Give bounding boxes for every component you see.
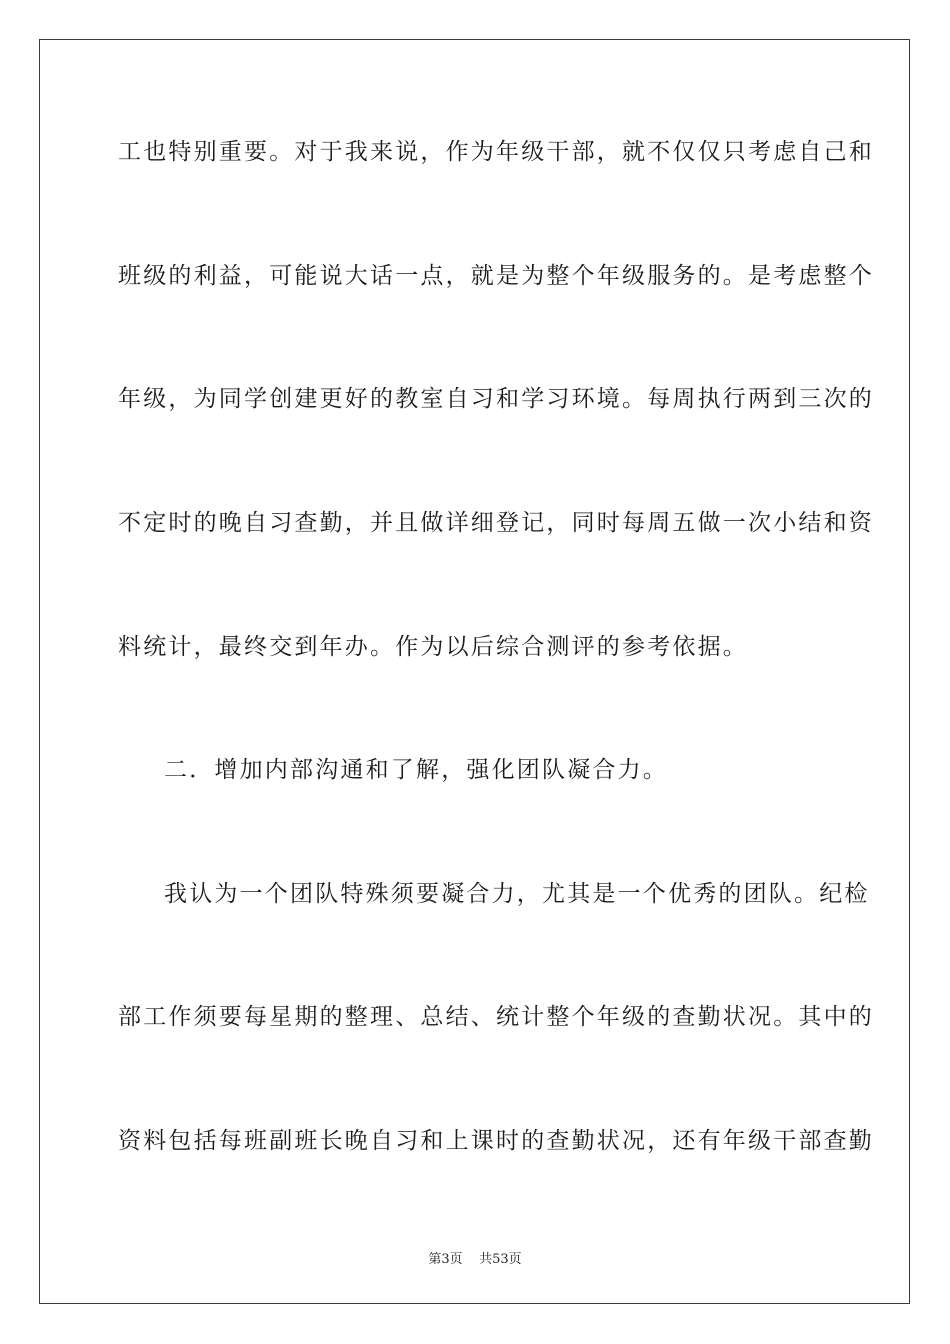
paragraph-line-2: 班级的利益，可能说大话一点，就是为整个年级服务的。是考虑整个 <box>118 263 874 289</box>
total-pages: 共53页 <box>479 1252 522 1267</box>
paragraph-line-1: 工也特别重要。对于我来说，作为年级干部，就不仅仅只考虑自己和 <box>118 139 874 165</box>
paragraph-line-4: 不定时的晚自习查勤，并且做详细登记，同时每周五做一次小结和资 <box>118 510 874 536</box>
paragraph-line-7: 部工作须要每星期的整理、总结、统计整个年级的查勤状况。其中的 <box>118 1004 874 1030</box>
paragraph-line-5: 料统计，最终交到年办。作为以后综合测评的参考依据。 <box>118 634 748 660</box>
section-heading: 二．增加内部沟通和了解，强化团队凝合力。 <box>164 757 668 783</box>
page-footer <box>0 1248 950 1267</box>
paragraph-line-8: 资料包括每班副班长晚自习和上课时的查勤状况，还有年级干部查勤 <box>118 1128 874 1154</box>
paragraph-line-3: 年级，为同学创建更好的教室自习和学习环境。每周执行两到三次的 <box>118 386 874 412</box>
paragraph-line-6: 我认为一个团队特殊须要凝合力，尤其是一个优秀的团队。纪检 <box>164 881 870 907</box>
page-number: 第3页 <box>428 1252 463 1267</box>
page-border <box>39 39 910 1304</box>
